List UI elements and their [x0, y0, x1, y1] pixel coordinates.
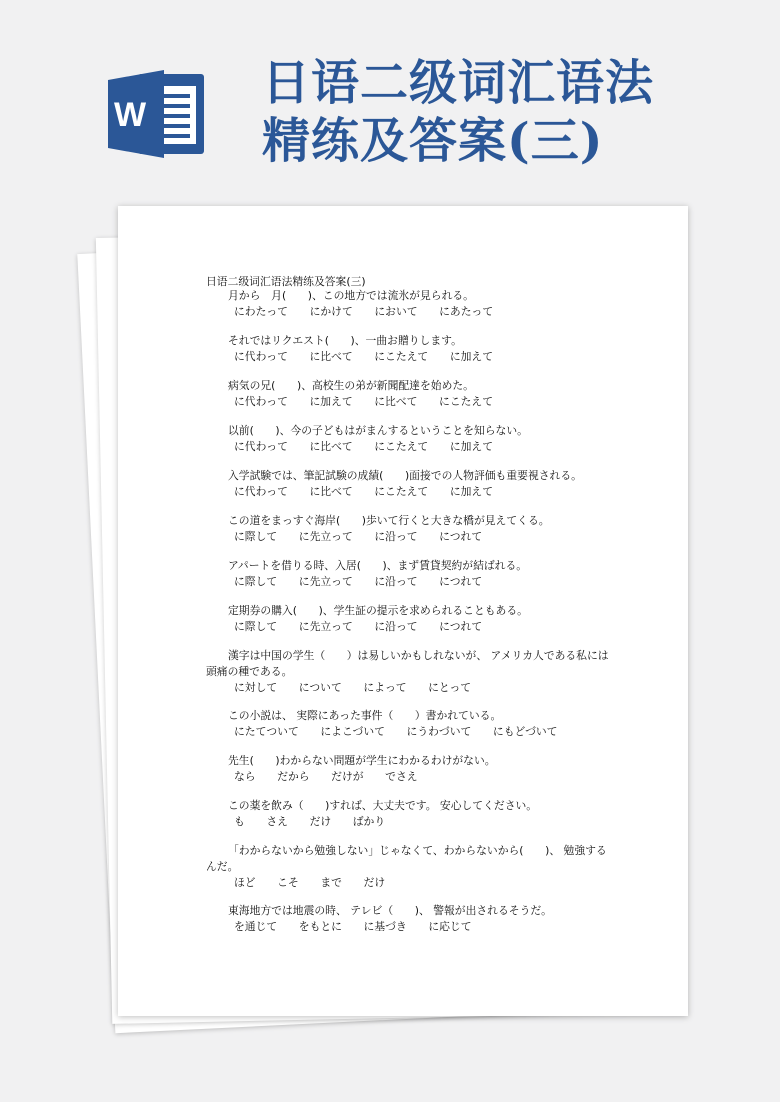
question [206, 843, 616, 891]
question-stem: この薬を飲み（ )すれば、大丈夫です。 安心してください。 [228, 799, 538, 812]
question-options: なら だから だけが でさえ [234, 770, 418, 783]
question-options: にわたって にかけて において にあたって [234, 305, 494, 318]
question [206, 903, 616, 935]
question-options: に代わって に加えて に比べて にこたえて [234, 395, 494, 408]
page-title-line-2: 精练及答案(三) [262, 113, 604, 169]
question-options: を通じて をもとに に基づき に応じて [234, 920, 472, 933]
word-document-icon [108, 66, 206, 162]
question-stem: それではリクエスト( )、一曲お贈りします。 [228, 334, 462, 347]
question-stem: 東海地方では地震の時、 テレビ（ )、 警報が出されるそうだ。 [228, 904, 552, 917]
question-options: に際して に先立って に沿って につれて [234, 620, 483, 633]
document-page [118, 206, 688, 1016]
question-stem: この小説は、 実際にあった事件（ ）書かれている。 [228, 709, 502, 722]
question [206, 288, 616, 320]
question [206, 513, 616, 545]
question-stem: 定期券の購入( )、学生証の提示を求められることもある。 [228, 604, 528, 617]
question-stem: 「わからないから勉強しない」じゃなくて、わからないから( )、 勉強するんだ。 [206, 844, 607, 873]
question-options: ほど こそ まで だけ [234, 876, 386, 889]
question [206, 333, 616, 365]
question [206, 378, 616, 410]
question-options: も さえ だけ ばかり [234, 815, 386, 828]
question [206, 798, 616, 830]
question-options: に際して に先立って に沿って につれて [234, 530, 483, 543]
question [206, 423, 616, 455]
page-title-line-1: 日语二级词汇语法 [262, 55, 655, 111]
question-stem: 月から 月( )、この地方では流氷が見られる。 [228, 289, 474, 302]
header [0, 0, 780, 200]
svg-text:W: W [114, 96, 147, 134]
question-stem: アパートを借りる時、入居( )、まず賃貸契約が結ばれる。 [228, 559, 528, 572]
question-options: に際して に先立って に沿って につれて [234, 575, 483, 588]
question [206, 603, 616, 635]
question-stem: 先生( )わからない問題が学生にわかるわけがない。 [228, 754, 496, 767]
question [206, 468, 616, 500]
question-stem: 病気の兄( )、高校生の弟が新聞配達を始めた。 [228, 379, 474, 392]
question-options: に代わって に比べて にこたえて に加えて [234, 485, 494, 498]
page-title [262, 54, 654, 170]
question-options: に対して について によって にとって [234, 681, 472, 694]
question-stem: 入学試験では、筆記試験の成績( )面接での人物評価も重要視される。 [228, 469, 582, 482]
question [206, 648, 616, 696]
question-stem: 以前( )、今の子どもはがまんするということを知らない。 [228, 424, 528, 437]
question [206, 558, 616, 590]
question-options: に代わって に比べて にこたえて に加えて [234, 350, 494, 363]
question-options: に代わって に比べて にこたえて に加えて [234, 440, 494, 453]
question-options: にたてついて によこづいて にうわづいて にもどづいて [234, 725, 558, 738]
question [206, 753, 616, 785]
document-title: 日语二级词汇语法精练及答案(三) [206, 275, 366, 288]
question-stem: この道をまっすぐ海岸( )歩いて行くと大きな橋が見えてくる。 [228, 514, 550, 527]
question-stem: 漢字は中国の学生（ ）は易しいかもしれないが、 アメリカ人である私には頭痛の種である。 [206, 649, 609, 678]
question [206, 708, 616, 740]
